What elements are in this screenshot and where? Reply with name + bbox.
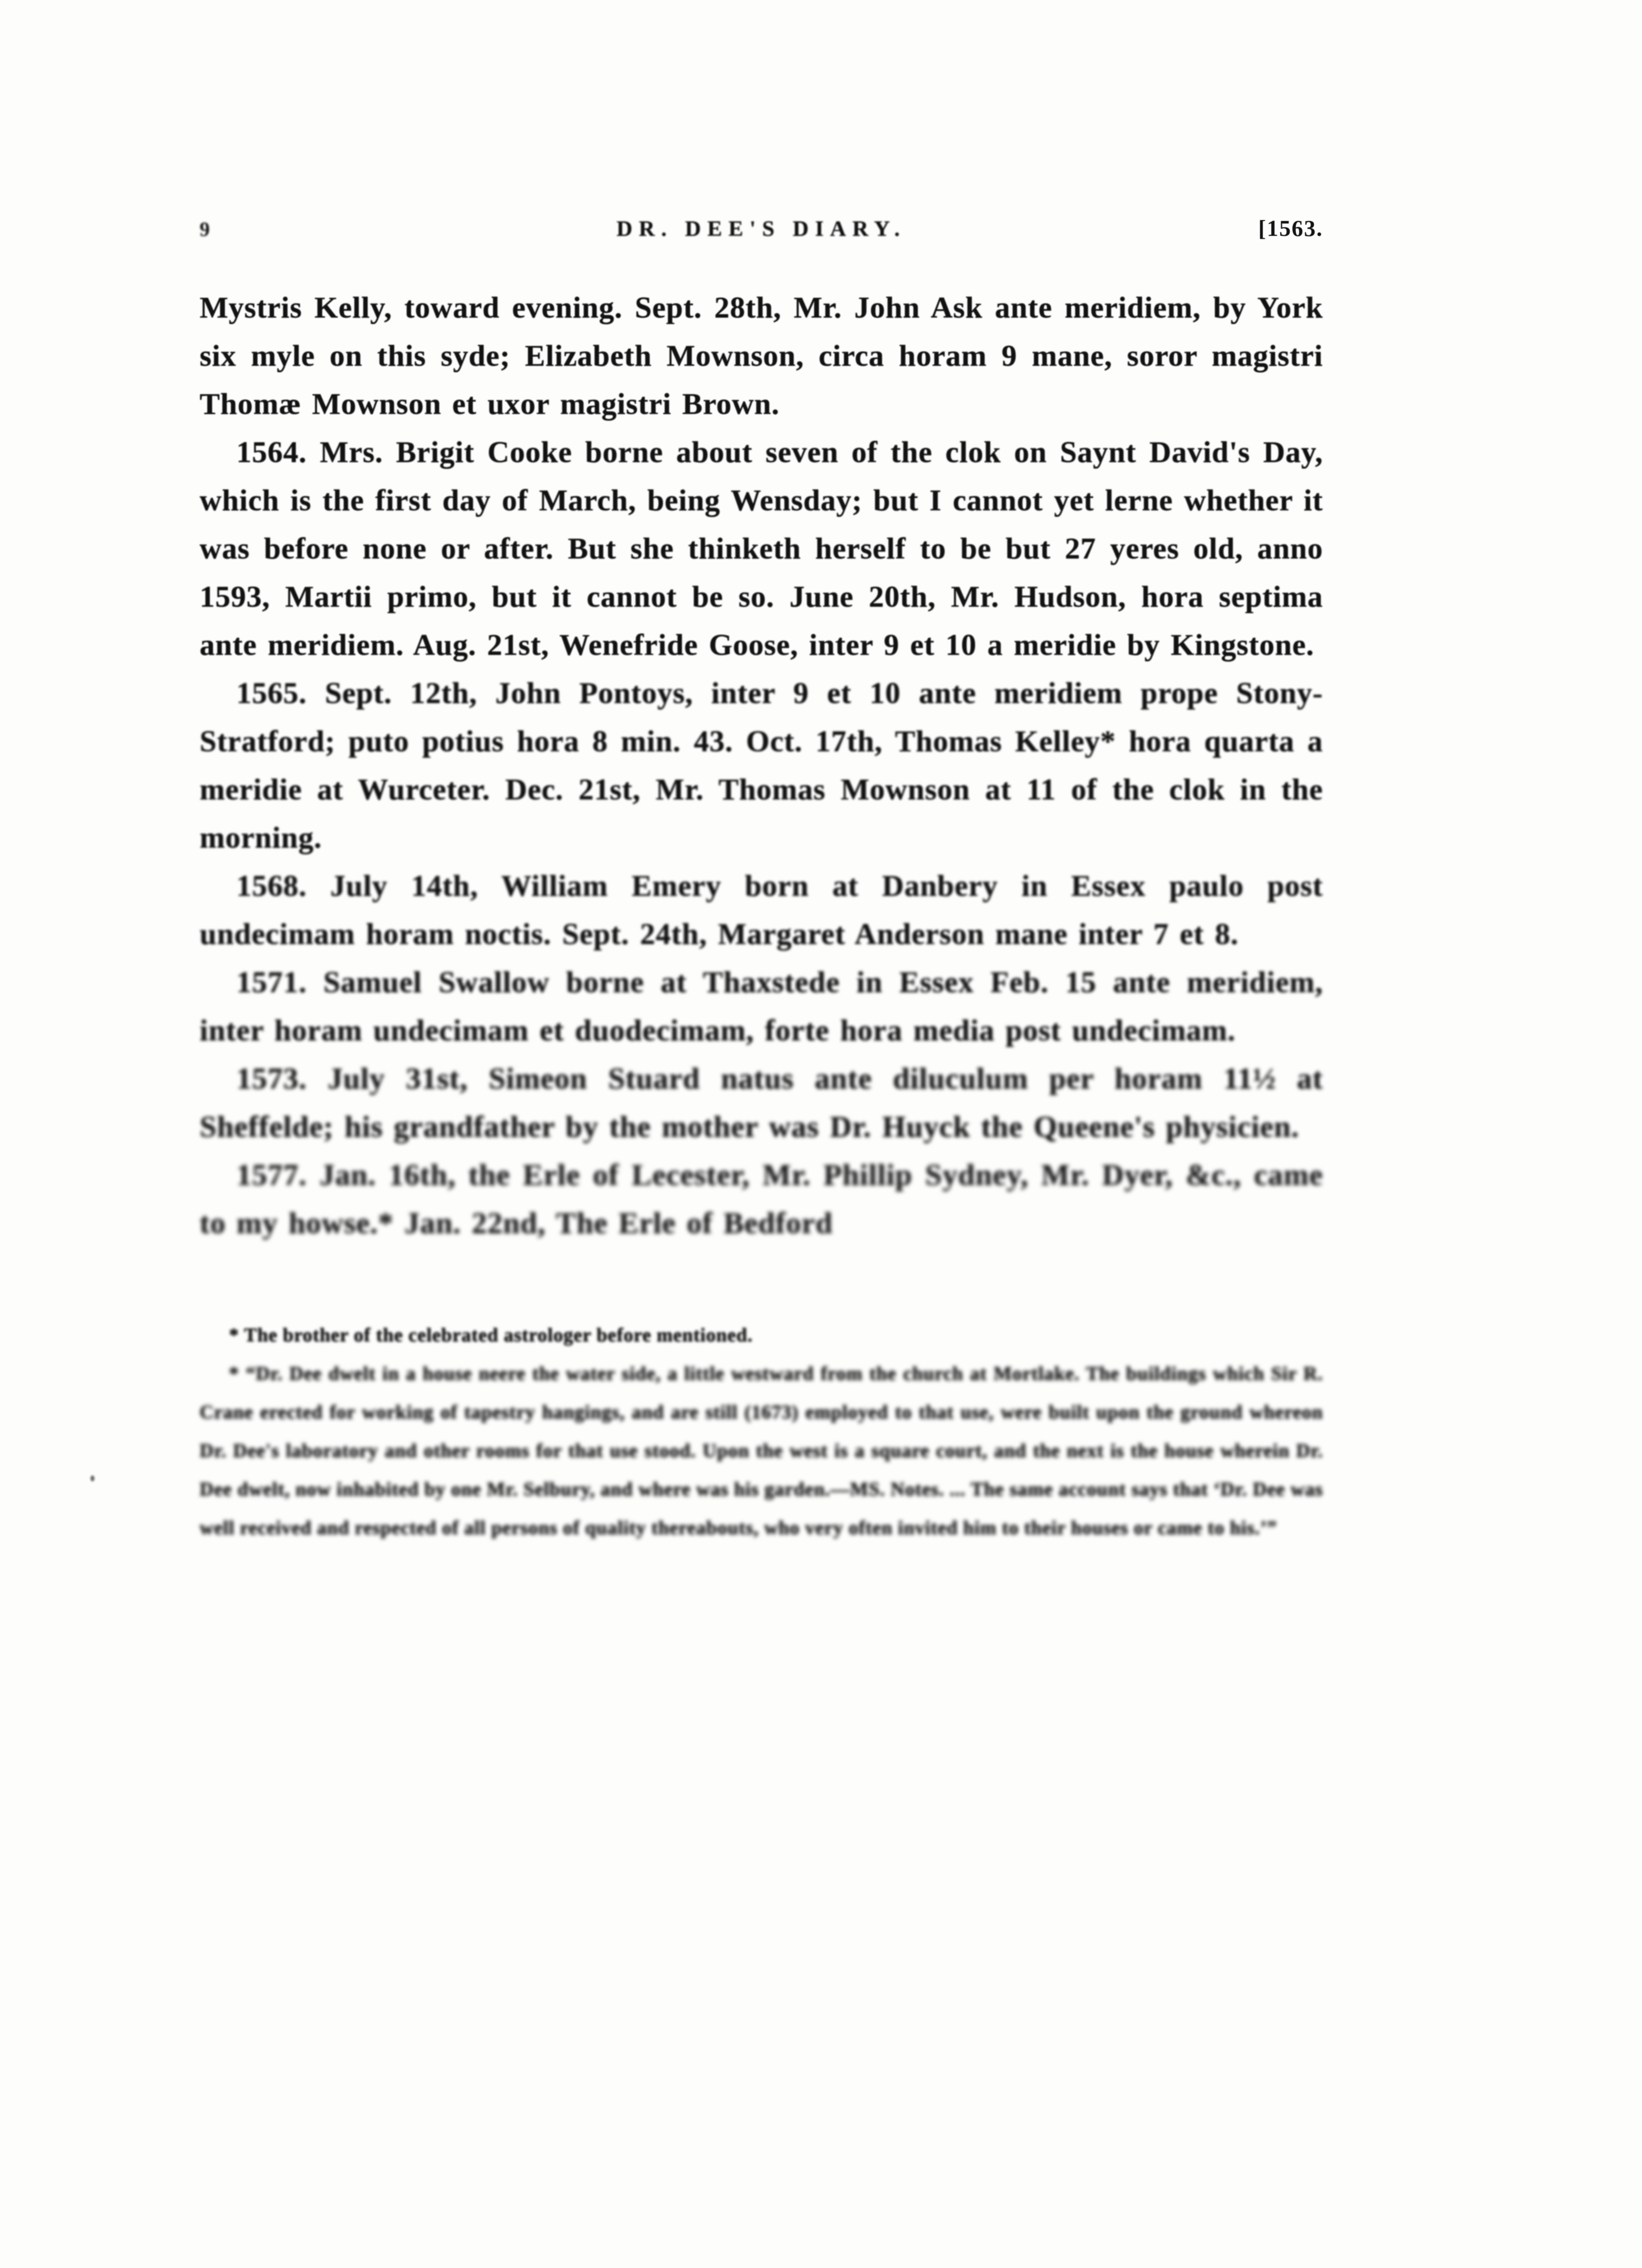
- paragraph-1571: 1571. Samuel Swallow borne at Thaxstede in Essex Feb. 15 ante meridiem, inter horam undecimam et duodecimam, forte hora media post undecimam.: [200, 966, 1323, 1047]
- running-header: [200, 215, 1323, 241]
- paragraph-1573: 1573. July 31st, Simeon Stuard natus ante diluculum per horam 11½ at Sheffelde; his grandfather by the mother was Dr. Huyck the Queene's physicien.: [200, 1062, 1323, 1144]
- footnotes: [200, 1316, 1323, 1547]
- page-number: 9: [200, 218, 210, 240]
- page-content: [200, 215, 1323, 1547]
- paragraph-1565: 1565. Sept. 12th, John Pontoys, inter 9 et 10 ante meridiem prope Stony-Stratford; puto potius hora 8 min. 43. Oct. 17th, Thomas Kelley* hora quarta a meridie at Wurceter. Dec. 21st, Mr. Thomas Mownson at 11 of the clok in the morning.: [200, 676, 1323, 855]
- scan-artifact: [90, 1475, 95, 1481]
- running-title: DR. DEE'S DIARY.: [616, 217, 906, 241]
- paragraph-1568: 1568. July 14th, William Emery born at Danbery in Essex paulo post undecimam horam noctis. Sept. 24th, Margaret Anderson mane inter 7 et 8.: [200, 869, 1323, 951]
- footnote-asterisk: * The brother of the celebrated astrologer before mentioned.: [229, 1325, 753, 1346]
- header-year: [1563.: [1258, 215, 1323, 241]
- paragraph-1577: 1577. Jan. 16th, the Erle of Lecester, Mr. Phillip Sydney, Mr. Dyer, &c., came to my howse.* Jan. 22nd, The Erle of Bedford: [200, 1158, 1323, 1240]
- diary-text: [200, 284, 1323, 1247]
- paragraph-1564: 1564. Mrs. Brigit Cooke borne about seven of the clok on Saynt David's Day, which is the first day of March, being Wensday; but I cannot yet lerne whether it was before none or after. But she thinketh herself to be but 27 yeres old, anno 1593, Martii primo, but it cannot be so. June 20th, Mr. Hudson, hora septima ante meridiem. Aug. 21st, Wenefride Goose, inter 9 et 10 a meridie by Kingstone.: [200, 436, 1323, 662]
- footnote-mortlake: * “Dr. Dee dwelt in a house neere the water side, a little westward from the church at Mortlake. The buildings which Sir R. Crane erected for working of tapestry hangings, and are still (1673) employed to that use, were built upon the ground whereon Dr. Dee's laboratory and other rooms for that use stood. Upon the west is a square court, and the next is the house wherein Dr. Dee dwelt, now inhabited by one Mr. Selbury, and where was his garden.—MS. Notes. ... The same account says that ‘Dr. Dee was well received and respected of all persons of quality thereabouts, who very often invited him to their houses or came to his.’”: [200, 1363, 1323, 1539]
- paragraph-continuation: Mystris Kelly, toward evening. Sept. 28th, Mr. John Ask ante meridiem, by York six myle on this syde; Elizabeth Mownson, circa horam 9 mane, soror magistri Thomæ Mownson et uxor magistri Brown.: [200, 291, 1323, 421]
